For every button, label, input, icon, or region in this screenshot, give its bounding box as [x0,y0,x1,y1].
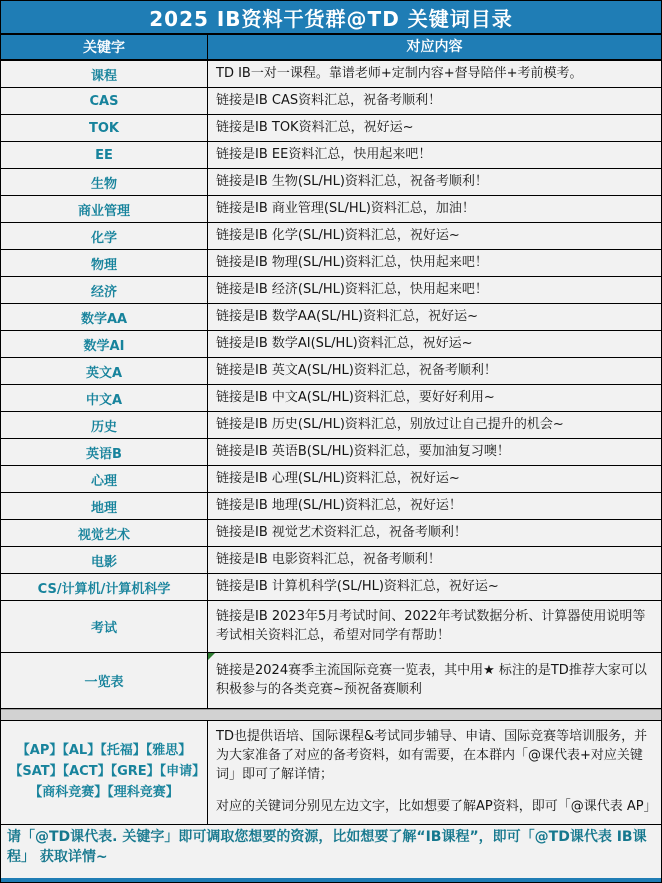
content-cell: 链接是IB 经济(SL/HL)资料汇总，快用起来吧！ [216,281,488,297]
header-content: 对应内容 [208,35,661,59]
cell-comment-marker-icon [208,653,215,660]
content-cell: 链接是IB 2023年5月考试时间、2022年考试数据分析、计算器使用说明等考试相关资料汇总，希望对同学有帮助！ [216,608,646,643]
keyword-cell: 英语B [1,439,208,465]
keyword-cell: TOK [1,115,208,141]
keyword-cell: 【AP】【AL】【托福】【雅思】【SAT】【ACT】【GRE】【申请】【商科竞赛】【理科竞赛】 [1,721,208,824]
table-header-row [1,35,661,61]
content-cell: 链接是IB 地理(SL/HL)资料汇总，祝好运！ [216,497,462,513]
keyword-cell: 课程 [1,61,208,87]
table-row [1,574,661,601]
keyword-cell: 化学 [1,223,208,249]
content-cell: TD IB一对一课程。靠谱老师+定制内容+督导陪伴+考前模考。 [216,65,583,81]
table-row [1,520,661,547]
content-cell: 链接是IB 电影资料汇总，祝备考顺利！ [216,551,441,567]
content-cell: 链接是IB 历史(SL/HL)资料汇总，别放过让自己提升的机会~ [216,416,564,432]
content-cell: 链接是IB TOK资料汇总，祝好运~ [216,119,414,135]
keyword-cell: 英文A [1,358,208,384]
content-cell: 链接是IB 数学AI(SL/HL)资料汇总，祝好运~ [216,335,473,351]
header-keyword: 关键字 [1,35,208,59]
table-row [1,331,661,358]
table-row [1,412,661,439]
content-cell: 链接是IB 计算机科学(SL/HL)资料汇总，祝好运~ [216,578,499,594]
keyword-cell: 经济 [1,277,208,303]
keyword-cell: 数学AI [1,331,208,357]
bottom-accent-bar [1,878,661,882]
content-cell: 链接是IB 心理(SL/HL)资料汇总，祝好运~ [216,470,460,486]
table-row [1,115,661,142]
keyword-cell: 心理 [1,466,208,492]
table-row [1,277,661,304]
table-row [1,304,661,331]
content-cell [208,653,661,708]
content-cell: 链接是IB 数学AA(SL/HL)资料汇总，祝好运~ [216,308,478,324]
keyword-cell: 地理 [1,493,208,519]
content-cell: 链接是IB 化学(SL/HL)资料汇总，祝好运~ [216,227,460,243]
keyword-cell: 生物 [1,169,208,195]
table-row [1,385,661,412]
table-row [1,169,661,196]
keyword-cell: CS/计算机/计算机科学 [1,574,208,600]
keyword-cell: CAS [1,88,208,114]
table-row [1,250,661,277]
content-cell: 链接是IB EE资料汇总，快用起来吧！ [216,146,432,162]
content-paragraph: 对应的关键词分别见左边文字，比如想要了解AP资料，即可「@课代表 AP」 [216,799,657,815]
table-row [1,466,661,493]
keyword-cell: EE [1,142,208,168]
content-cell: 链接是IB 视觉艺术资料汇总，祝备考顺利！ [216,524,467,540]
table-row [1,358,661,385]
keyword-cell: 视觉艺术 [1,520,208,546]
table-row [1,61,661,88]
content-cell: 链接是IB 商业管理(SL/HL)资料汇总，加油！ [216,200,475,216]
table-row [1,493,661,520]
table-row-other-services [1,721,661,825]
content-cell: 链接是IB 物理(SL/HL)资料汇总，快用起来吧！ [216,254,488,270]
keyword-cell: 一览表 [1,653,208,708]
keyword-cell: 历史 [1,412,208,438]
table-row [1,223,661,250]
table-row [1,439,661,466]
content-cell: 链接是IB 中文A(SL/HL)资料汇总，要好好利用~ [216,389,495,405]
content-cell: 链接是IB 英语B(SL/HL)资料汇总，要加油复习噢！ [216,443,510,459]
keyword-cell: 考试 [1,601,208,652]
content-text: 链接是2024赛季主流国际竞赛一览表，其中用★ 标注的是TD推荐大家可以积极参与的各类竞赛~预祝备赛顺利 [216,662,647,697]
keyword-cell: 物理 [1,250,208,276]
keyword-cell: 电影 [1,547,208,573]
footer-instructions: 请「@TD课代表. 关键字」即可调取您想要的资源，比如想要了解“IB课程”，即可「@TD课代表 IB课程」 获取详情~ [1,825,661,878]
table-row [1,142,661,169]
content-paragraph: TD也提供语培、国际课程&考试同步辅导、申请、国际竞赛等培训服务，并为大家准备了对应的备考资料，如有需要，在本群内「@课代表+对应关键词」即可了解详情； [216,728,648,782]
keyword-cell: 商业管理 [1,196,208,222]
content-cell: 链接是IB 英文A(SL/HL)资料汇总，祝备考顺利！ [216,362,497,378]
table-row [1,196,661,223]
keyword-cell: 数学AA [1,304,208,330]
table-row [1,88,661,115]
table-row [1,547,661,574]
section-divider [1,709,661,721]
content-cell: 链接是IB CAS资料汇总，祝备考顺利！ [216,92,442,108]
page-title: 2025 IB资料干货群@TD 关键词目录 [1,1,661,35]
content-cell [208,721,661,824]
keyword-cell: 中文A [1,385,208,411]
table-row-exam [1,601,661,653]
content-cell: 链接是IB 生物(SL/HL)资料汇总，祝备考顺利！ [216,173,488,189]
table-row-competition-list [1,653,661,709]
